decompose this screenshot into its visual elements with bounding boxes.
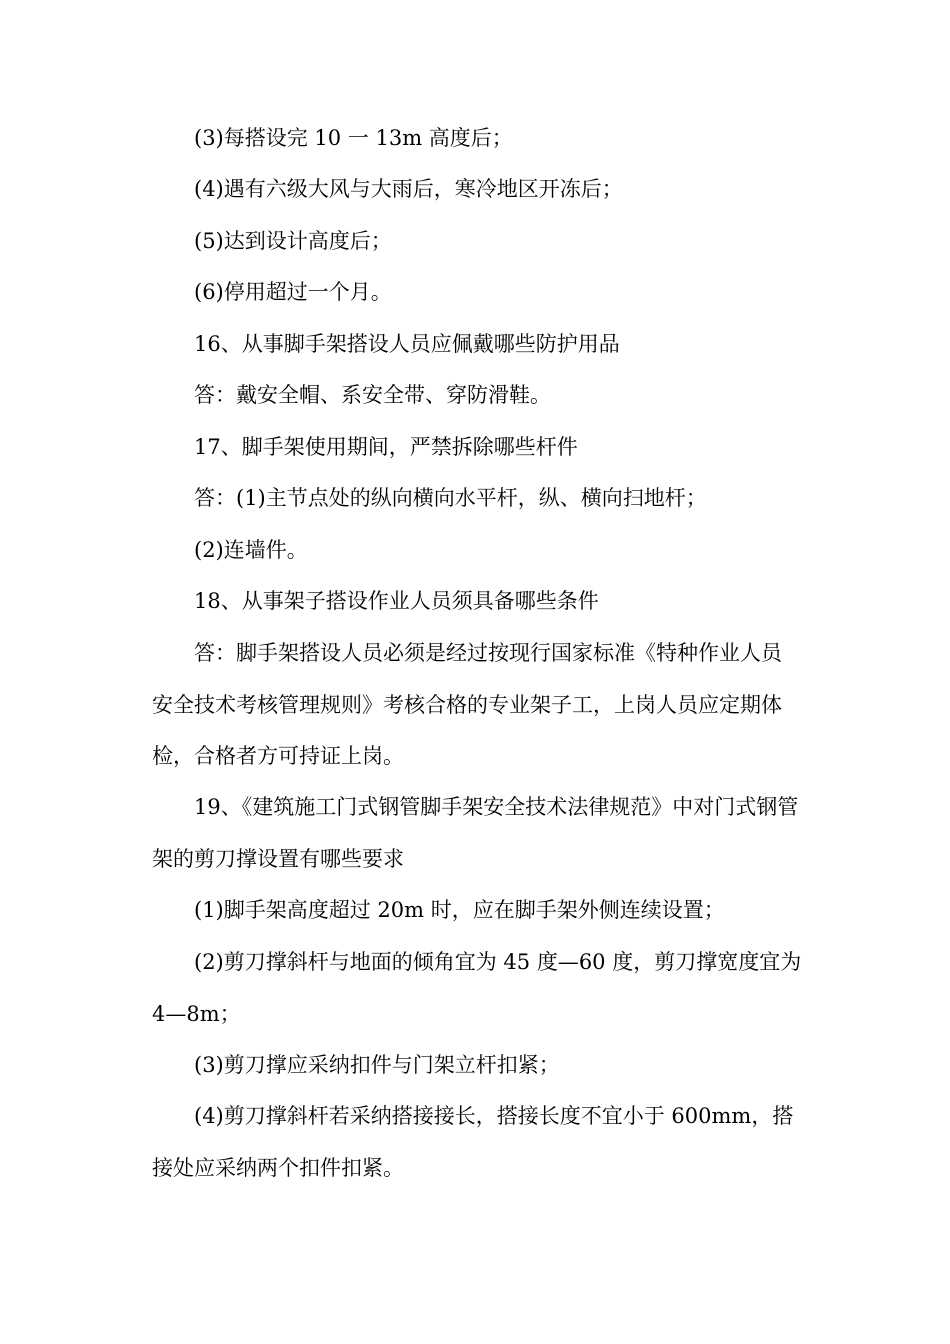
answer-16: 答：戴安全帽、系安全带、穿防滑鞋。 (194, 383, 551, 407)
list-item-4: (4)遇有六级大风与大雨后，寒冷地区开冻后； (194, 177, 623, 201)
list-item-6: (6)停用超过一个月。 (194, 280, 392, 304)
question-17: 17、脚手架使用期间，严禁拆除哪些杆件 (194, 435, 578, 459)
question-18: 18、从事架子搭设作业人员须具备哪些条件 (194, 589, 599, 613)
question-19: 19、《建筑施工门式钢管脚手架安全技术法律规范》中对门式钢管架的剪刀撑设置有哪些要求 (152, 795, 799, 871)
question-16: 16、从事脚手架搭设人员应佩戴哪些防护用品 (194, 332, 620, 356)
answer-18: 答：脚手架搭设人员必须是经过按现行国家标准《特种作业人员安全技术考核管理规则》考核合格的专业架子工，上岗人员应定期体检，合格者方可持证上岗。 (152, 641, 782, 768)
answer-17-item-1: 答：(1)主节点处的纵向横向水平杆，纵、横向扫地杆； (194, 486, 707, 510)
list-item-3: (3)每搭设完 10 一 13m 高度后； (194, 126, 513, 150)
answer-17-item-2: (2)连墙件。 (194, 538, 308, 562)
answer-19-item-4: (4)剪刀撑斜杆若采纳搭接接长，搭接长度不宜小于 600mm，搭接处应采纳两个扣件扣紧。 (152, 1104, 794, 1180)
answer-19-item-2: (2)剪刀撑斜杆与地面的倾角宜为 45 度—60 度，剪刀撑宽度宜为 4—8m； (152, 950, 802, 1026)
answer-19-item-1: (1)脚手架高度超过 20m 时，应在脚手架外侧连续设置； (194, 898, 725, 922)
answer-19-item-3: (3)剪刀撑应采纳扣件与门架立杆扣紧； (194, 1053, 560, 1077)
list-item-5: (5)达到设计高度后； (194, 229, 392, 253)
